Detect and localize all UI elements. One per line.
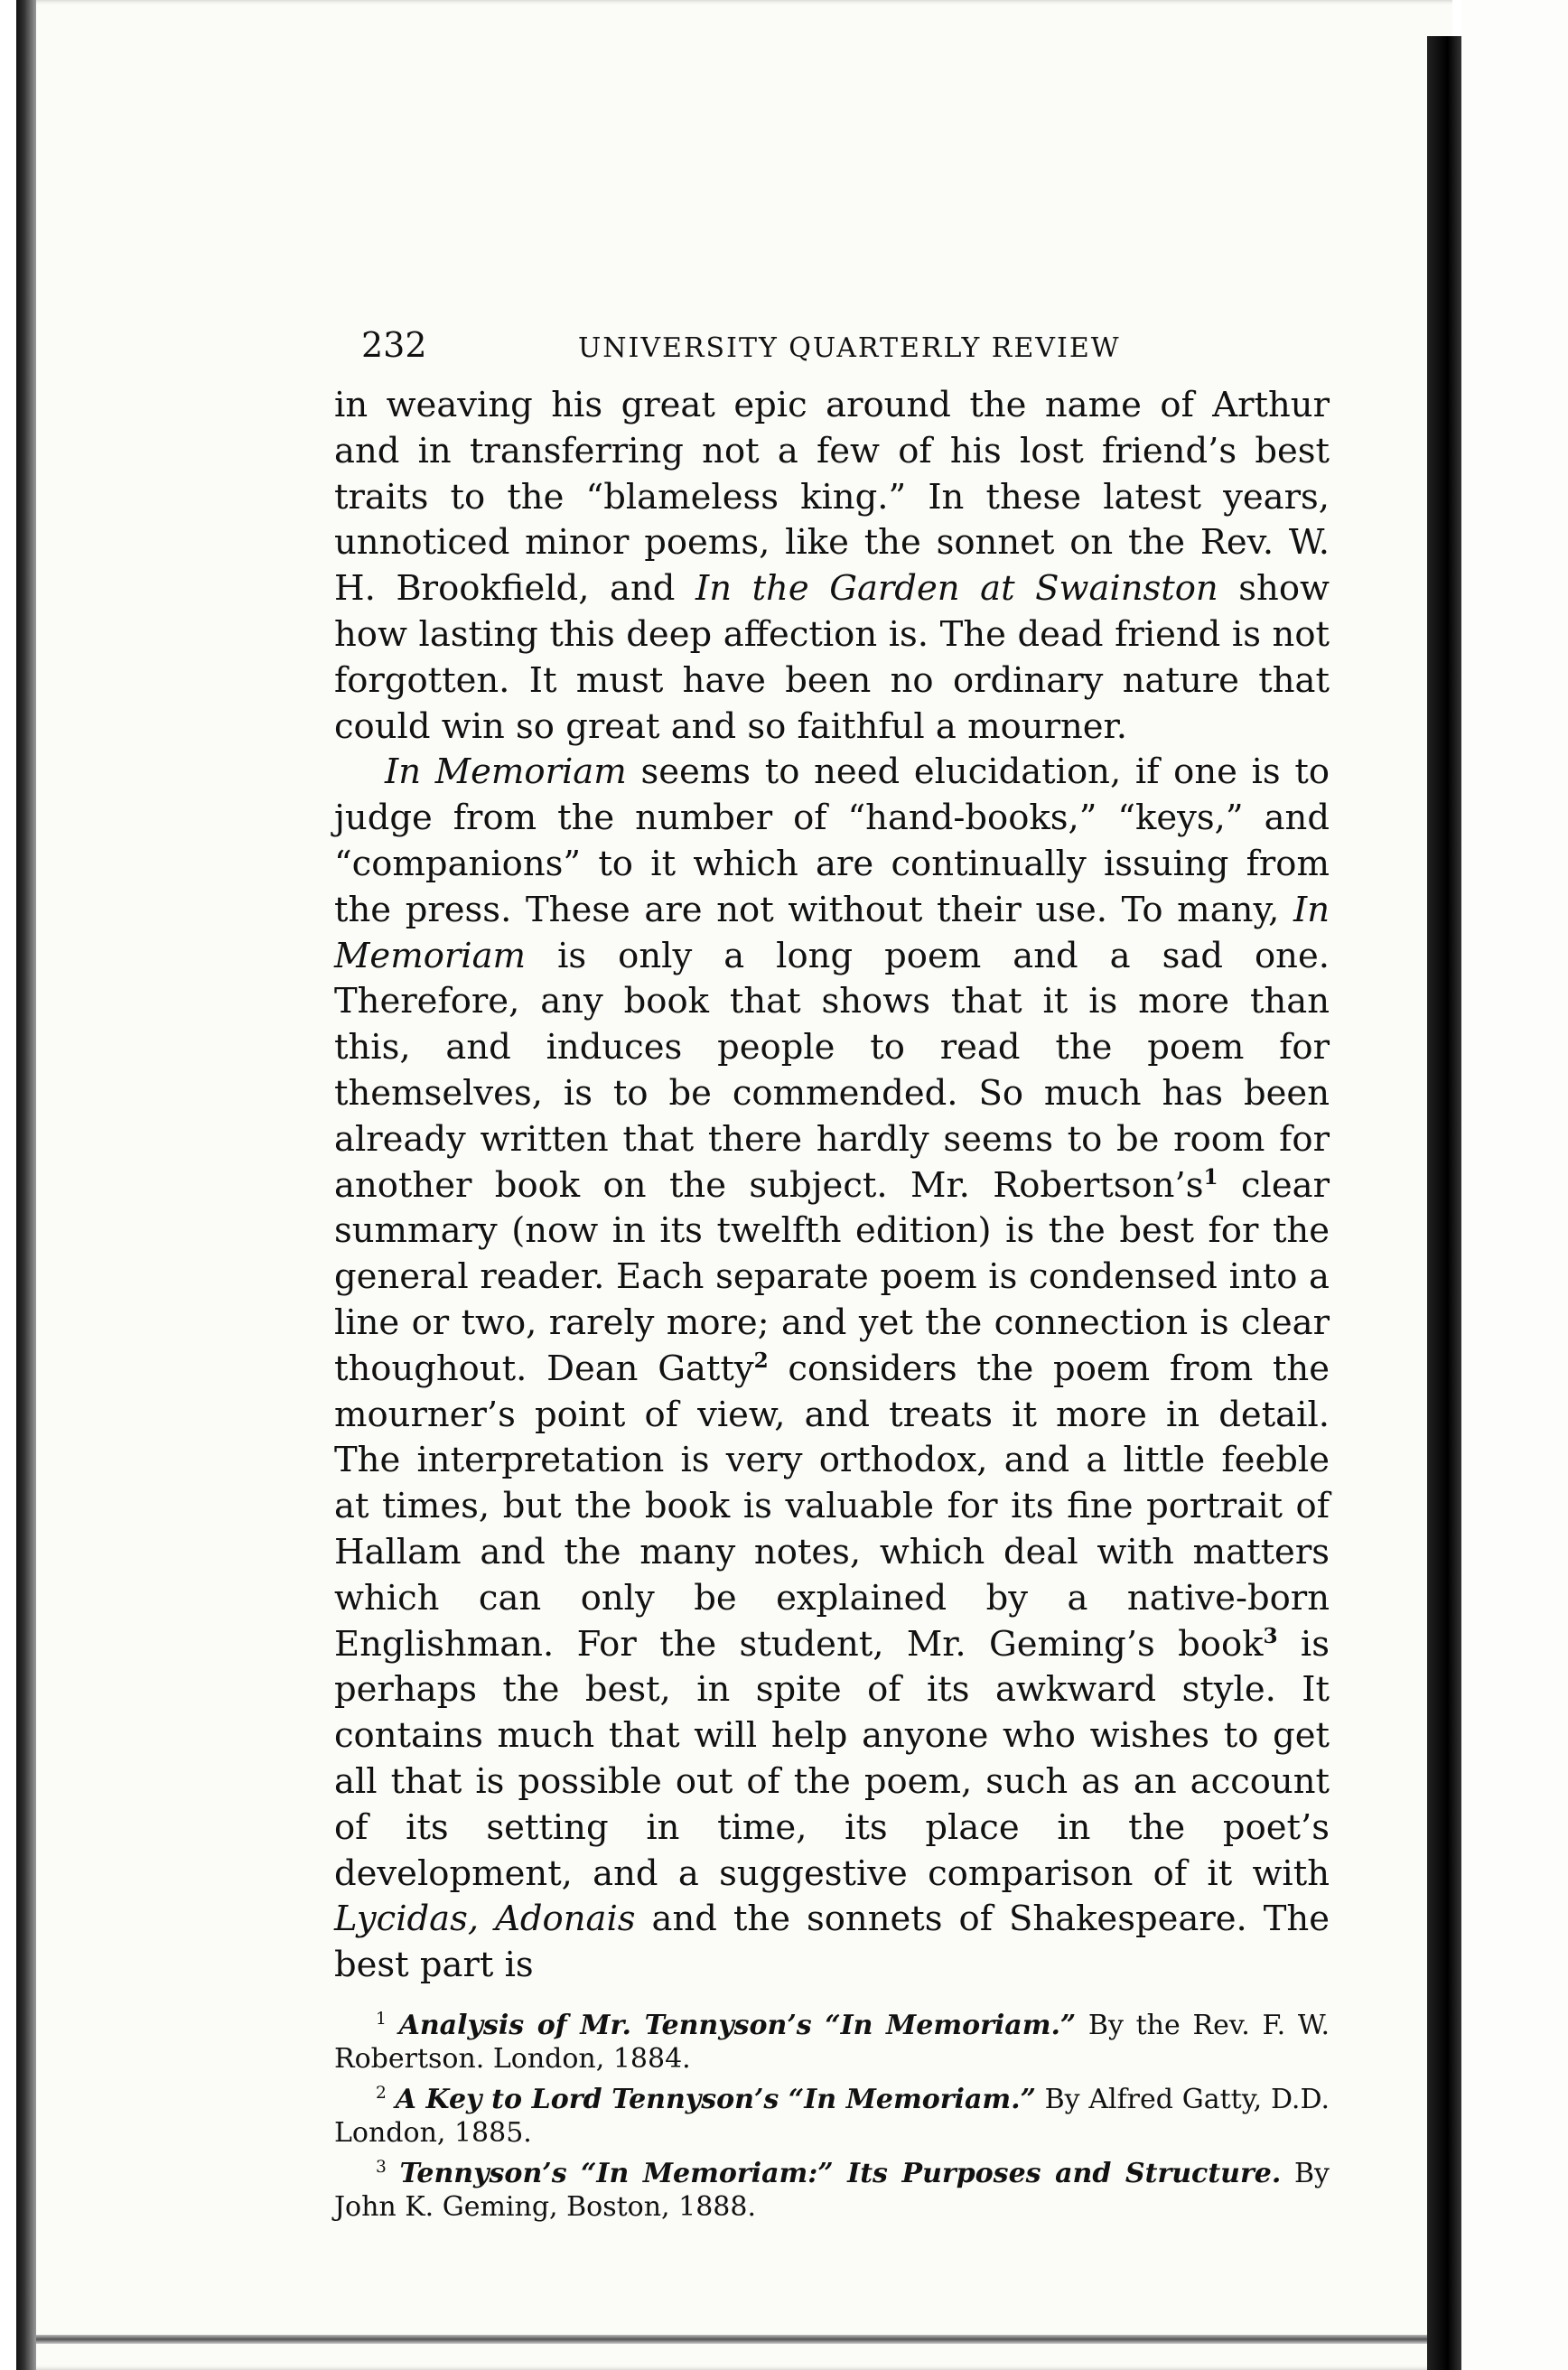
paragraph-1-text-a: in weaving his great epic around the name of Arthur and in transferring not a few of his lost friend’s best traits to the “blameless king.” In these latest years, unnoticed minor poems, like the sonnet on the Rev. W. H. Brookfield, and — [334, 385, 1330, 610]
facing-page-strip — [1461, 0, 1568, 2370]
footnote-2 — [334, 2083, 1330, 2150]
paragraph-2-title-in-memoriam: In Memoriam — [385, 751, 627, 793]
footnote-3 — [334, 2157, 1330, 2224]
footnotes — [334, 2009, 1330, 2224]
page-header — [334, 325, 1330, 379]
footnote-ref-1: 1 — [1203, 1164, 1218, 1190]
paragraph-2-text-b: is only a long poem and a sad one. Therefore, any book that shows that it is more than this, and induces people to read the poem for themselves, is to be commended. So much has been already written that there hardly seems to be room for another book on the subject. Mr. Robertson’s — [334, 935, 1330, 1206]
paragraph-2-text-a: seems to need elucidation, if one is to judge from the number of “hand-books,” “keys,” and “companions” to it which are continually issuing from the press. These are not without their use. To many, — [334, 751, 1330, 930]
footnote-ref-3: 3 — [1263, 1623, 1278, 1648]
page — [16, 0, 1452, 2370]
footnote-3-title: Tennyson’s “In Memoriam:” Its Purposes and Structure. — [399, 2157, 1282, 2189]
paragraph-2 — [334, 750, 1330, 1989]
paragraph-1 — [334, 383, 1330, 750]
paragraph-2-text-f: and the sonnets of Shakespeare. The best part is — [334, 1899, 1330, 1986]
paragraph-2-text-e: is perhaps the best, in spite of its awkward style. It contains much that will help anyone who wishes to get all that is possible out of the poem, such as an account of its setting in time, its place in the poet’s development, and a suggestive comparison of it with — [334, 1623, 1330, 1894]
footnote-3-number: 3 — [376, 2157, 387, 2177]
book-spine-shadow — [1427, 36, 1461, 2370]
footnote-1-title: Analysis of Mr. Tennyson’s “In Memoriam.” — [398, 2009, 1077, 2041]
page-left-edge — [16, 0, 36, 2370]
page-number: 232 — [361, 325, 427, 365]
footnote-2-title: A Key to Lord Tennyson’s “In Memoriam.” — [395, 2083, 1036, 2115]
paragraph-2-title-lycidas-adonais: Lycidas, Adonais — [334, 1899, 636, 1940]
paragraph-2-text-d: considers the poem from the mourner’s point of view, and treats it more in detail. The interpretation is very orthodox, and a little feeble at times, but the book is valuable for its fine portrait of Hallam and the many notes, which deal with matters which can only be explained by a native-born Englishman. For the student, Mr. Geming’s book — [334, 1348, 1330, 1665]
footnote-1-number: 1 — [376, 2009, 387, 2029]
paragraph-2-text-c: clear summary (now in its twelfth edition) is the best for the general reader. Each separate poem is condensed into a line or two, rarely more; and yet the connection is clear thoughout. Dean Gatty — [334, 1164, 1330, 1389]
footnote-1 — [334, 2009, 1330, 2076]
footnote-3-text: By John K. Geming, Boston, 1888. — [334, 2157, 1330, 2223]
page-content — [334, 325, 1330, 2231]
paragraph-1-text-b: show how lasting this deep affection is. The dead friend is not forgotten. It must have been no ordinary nature that could win so great and so faithful a mourner. — [334, 568, 1330, 747]
footnote-1-text: By the Rev. F. W. Robertson. London, 1884. — [334, 2009, 1330, 2075]
page-bottom-edge — [36, 2335, 1445, 2344]
paragraph-2-title-in-memoriam-2: In Memoriam — [334, 889, 1330, 976]
running-head: UNIVERSITY QUARTERLY REVIEW — [578, 332, 1121, 364]
footnote-2-number: 2 — [376, 2083, 387, 2103]
footnote-2-text: By Alfred Gatty, D.D. London, 1885. — [334, 2083, 1330, 2149]
paragraph-1-title-garden: In the Garden at Swainston — [695, 568, 1218, 610]
body-text — [334, 383, 1330, 1989]
footnote-ref-2: 2 — [753, 1348, 769, 1373]
